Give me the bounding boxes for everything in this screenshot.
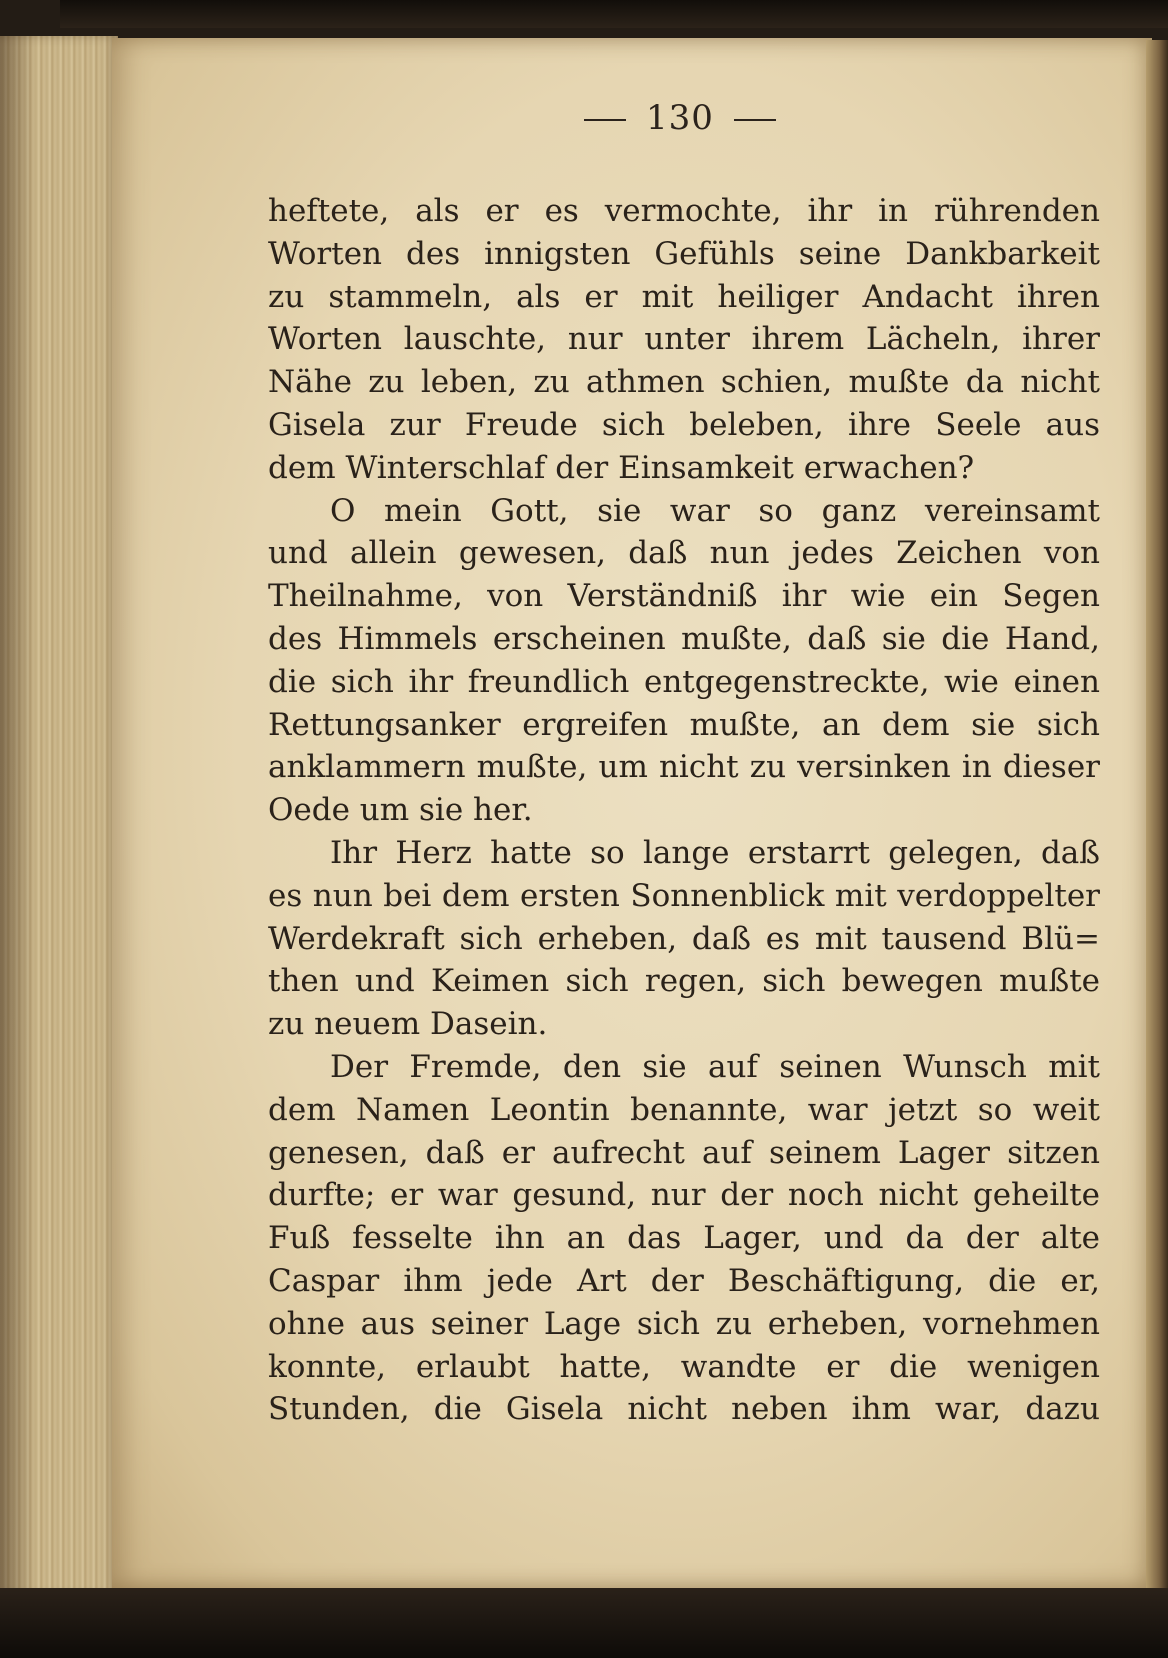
text-line: Ihr Herz hatte so lange erstarrt gelegen, daß [330,834,1100,871]
dash-right [734,119,776,121]
text-line: zu neuem Dasein. [268,1006,548,1043]
text-line: zu stammeln, als er mit heiliger Andacht ihren [268,278,1100,315]
text-line: Worten des innigsten Gefühls seine Dankbarkeit [268,235,1100,272]
text-line: durfte; er war gesund, nur der noch nicht geheilte [268,1177,1100,1214]
text-line: O mein Gott, sie war so ganz vereinsamt [330,492,1100,529]
bottom-cover-edge [0,1588,1168,1658]
right-page-edge [1146,40,1168,1588]
text-line: es nun bei dem ersten Sonnenblick mit verdoppelter [268,877,1100,914]
text-line: anklammern mußte, um nicht zu versinken in dieser [268,749,1100,786]
body-text [268,190,1100,1431]
text-line: genesen, daß er aufrecht auf seinem Lager sitzen [268,1134,1100,1171]
text-line: des Himmels erscheinen mußte, daß sie die Hand, [268,620,1100,657]
text-line: Nähe zu leben, zu athmen schien, mußte da nicht [268,364,1100,401]
text-line: Werdekraft sich erheben, daß es mit tausend Blü= [268,920,1100,957]
text-line: Worten lauschte, nur unter ihrem Lächeln, ihrer [268,321,1100,358]
text-line: then und Keimen sich regen, sich bewegen mußte [268,963,1100,1000]
text-line: dem Winterschlaf der Einsamkeit erwachen? [268,449,975,486]
page-stack-shadow [0,36,36,1596]
text-line: konnte, erlaubt hatte, wandte er die wenigen [268,1348,1100,1385]
text-line: Stunden, die Gisela nicht neben ihm war, dazu [268,1391,1100,1428]
text-line: Fuß fesselte ihn an das Lager, und da der alte [268,1220,1100,1257]
text-line: Rettungsanker ergreifen mußte, an dem sie sich [268,706,1100,743]
text-line: Gisela zur Freude sich beleben, ihre Seele aus [268,406,1100,443]
top-cover-edge [60,0,1168,28]
page-number-header [0,98,1168,138]
page-number: 130 [646,98,714,138]
text-line: Der Fremde, den sie auf seinen Wunsch mit [330,1048,1100,1085]
text-line: Caspar ihm jede Art der Beschäftigung, die er, [268,1262,1100,1299]
text-line: ohne aus seiner Lage sich zu erheben, vornehmen [268,1305,1100,1342]
text-line: Theilnahme, von Verständniß ihr wie ein Segen [268,578,1100,615]
text-line: und allein gewesen, daß nun jedes Zeichen von [268,535,1100,572]
dash-left [584,119,626,121]
text-line: dem Namen Leontin benannte, war jetzt so weit [268,1091,1100,1128]
text-line: die sich ihr freundlich entgegenstreckte, wie einen [268,663,1100,700]
text-line: Oede um sie her. [268,792,533,829]
text-line: heftete, als er es vermochte, ihr in rührenden [268,193,1100,229]
